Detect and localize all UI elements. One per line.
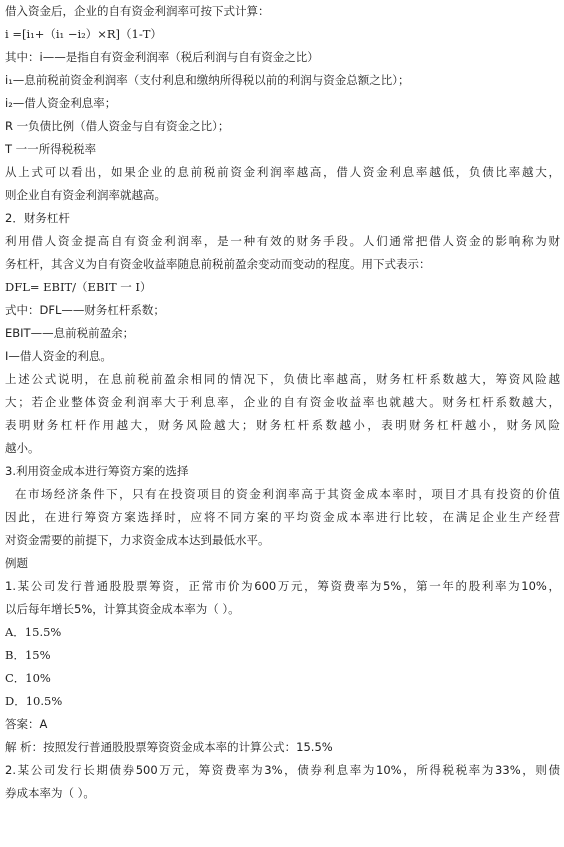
section-heading: 3.利用资金成本进行筹资方案的选择: [5, 464, 189, 478]
text-line: 越小。: [5, 441, 40, 455]
text-line: 务杠杆，其含义为自有资金收益率随息前税前盈余变动而变动的程度。用下式表示：: [5, 257, 431, 271]
question-line: 以后每年增长5%，计算其资金成本率为（ ）。: [5, 602, 240, 616]
answer-line: 答案：A: [5, 717, 48, 731]
option-d: D．10.5%: [5, 694, 63, 708]
text-line: 则企业自有资金利润率就越高。: [5, 188, 166, 202]
text-line: R 一负债比例（借人资金与自有资金之比）；: [5, 119, 230, 133]
text-line: 其中：i——是指自有资金利润率（税后利润与自有资金之比）: [5, 50, 319, 64]
section-heading: 2．财务杠杆: [5, 211, 70, 225]
text-line: EBIT——息前税前盈余；: [5, 326, 135, 340]
formula-line: DFL= EBIT/（EBIT 一 I）: [5, 280, 152, 294]
text-line: 大；若企业整体资金利润率大于利息率，企业的自有资金收益率也就越大。财务杠杆系数越大，: [5, 395, 560, 409]
example-heading: 例题: [5, 556, 28, 570]
text-line: 因此，在进行筹资方案选择时，应将不同方案的平均资金成本率进行比较，在满足企业生产经营: [5, 510, 560, 524]
text-line: 式中：DFL——财务杠杆系数；: [5, 303, 165, 317]
text-line: T 一一所得税税率: [5, 142, 97, 156]
text-line: 表明财务杠杆作用越大，财务风险越大；财务杠杆系数越小，表明财务杠杆越小，财务风险: [5, 418, 560, 432]
option-a: A．15.5%: [5, 625, 62, 639]
question-line: 2.某公司发行长期债券500万元，筹资费率为3%，债券利息率为10%，所得税税率为33%，则债: [5, 763, 560, 777]
option-b: B．15%: [5, 648, 51, 662]
text-line: 对资金需要的前提下，力求资金成本达到最低水平。: [5, 533, 270, 547]
text-line: 上述公式说明，在息前税前盈余相同的情况下，负债比率越高，财务杠杆系数越大，筹资风险越: [5, 372, 560, 386]
text-line: 利用借人资金提高自有资金利润率，是一种有效的财务手段。人们通常把借人资金的影响称为财: [5, 234, 560, 248]
text-line: i₁—息前税前资金利润率（支付利息和缴纳所得税以前的利润与资金总额之比）；: [5, 73, 410, 87]
text-line: 借入资金后，企业的自有资金利润率可按下式计算：: [5, 4, 270, 18]
text-line: 在市场经济条件下，只有在投资项目的资金利润率高于其资金成本率时，项目才具有投资的价值: [15, 487, 560, 501]
text-line: I—借人资金的利息。: [5, 349, 112, 363]
formula-line: i =[i₁+（i₁ −i₂）×R]（1-T）: [5, 27, 162, 41]
text-line: i₂—借人资金利息率；: [5, 96, 117, 110]
question-line: 券成本率为（ ）。: [5, 786, 95, 800]
option-c: C．10%: [5, 671, 51, 685]
text-line: 从上式可以看出，如果企业的息前税前资金利润率越高，借人资金利息率越低，负债比率越大，: [5, 165, 560, 179]
question-line: 1.某公司发行普通股股票筹资，正常市价为600万元，筹资费率为5%，第一年的股利率为10%，: [5, 579, 560, 593]
analysis-line: 解 析：按照发行普通股股票筹资资金成本率的计算公式：15.5%: [5, 740, 333, 754]
